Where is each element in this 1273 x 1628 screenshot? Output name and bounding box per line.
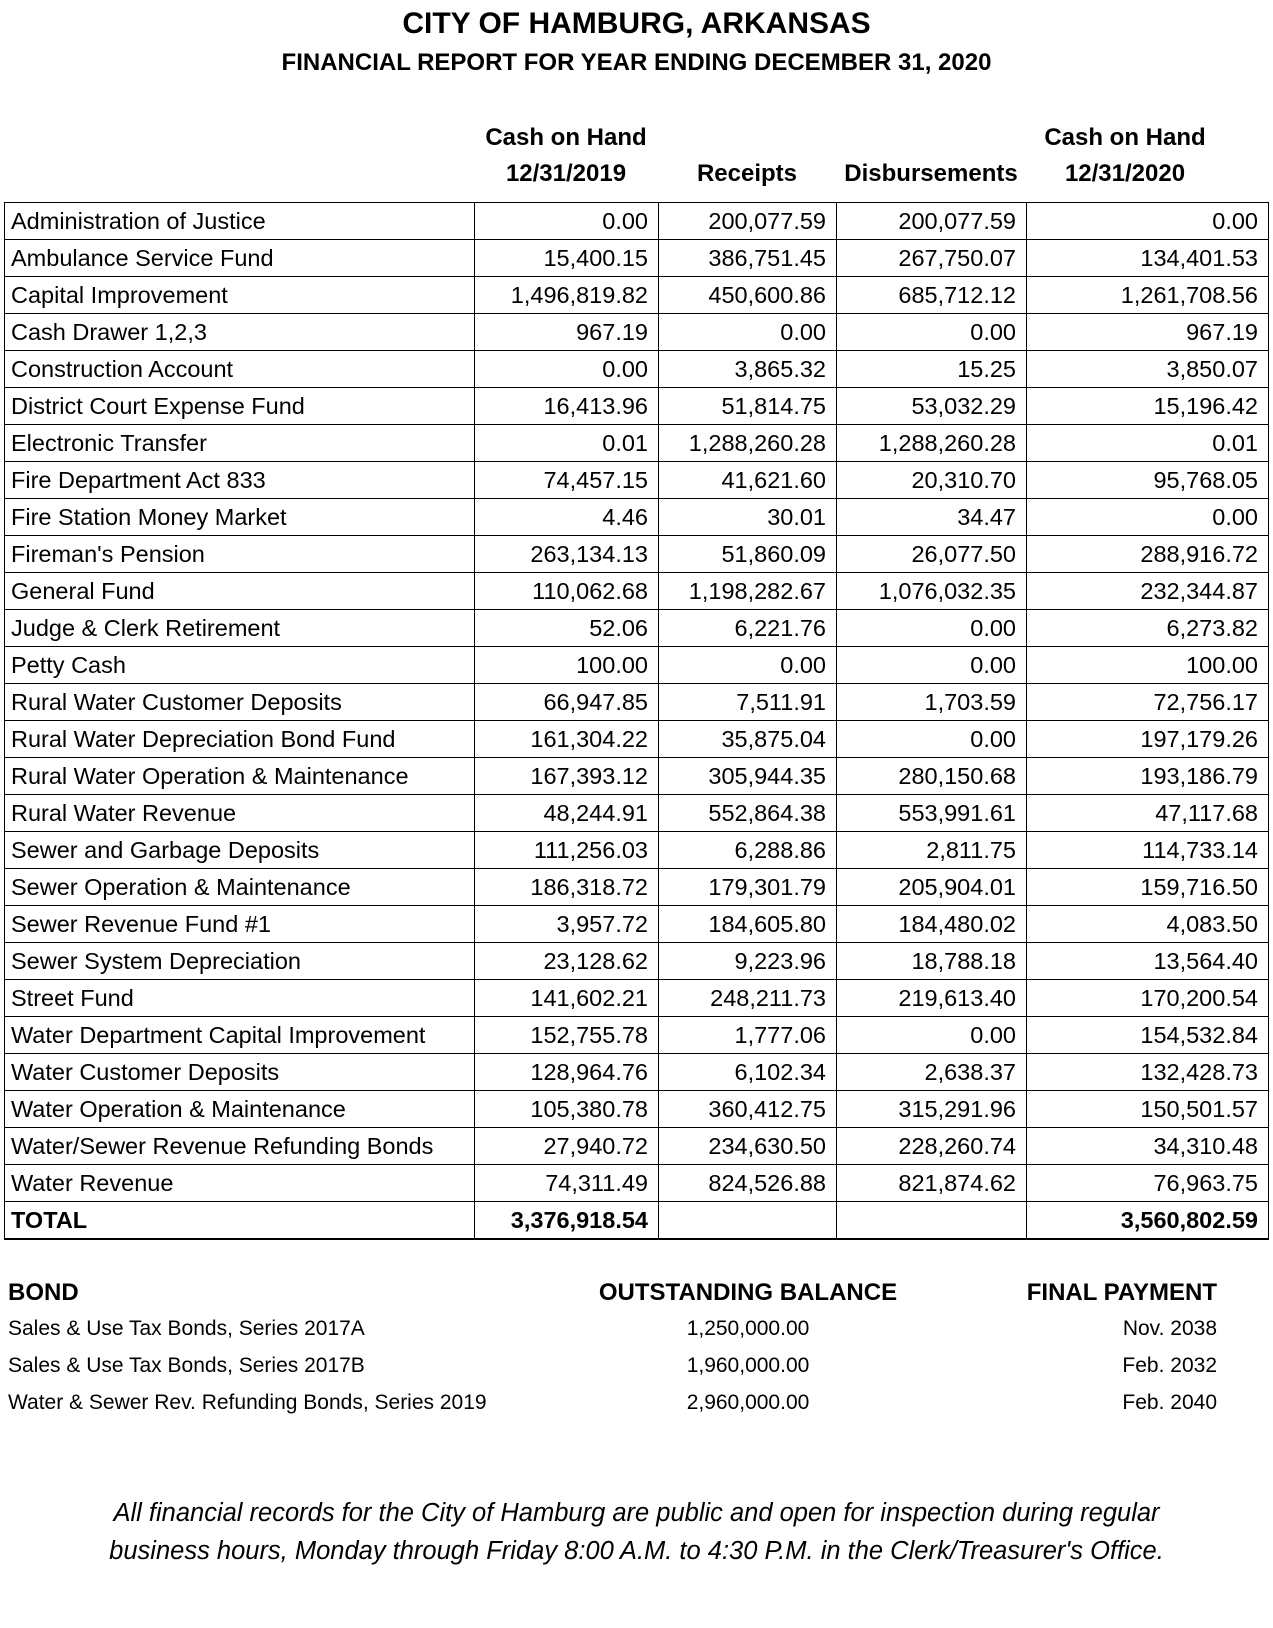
receipts-cell: 450,600.86 xyxy=(659,277,837,314)
cash-2019-cell: 74,457.15 xyxy=(475,462,659,499)
cash-2019-cell: 100.00 xyxy=(475,647,659,684)
column-header-disbursements: Disbursements xyxy=(844,160,1018,187)
receipts-cell: 41,621.60 xyxy=(659,462,837,499)
cash-2020-cell: 150,501.57 xyxy=(1027,1091,1269,1128)
final-payment-column-header: FINAL PAYMENT xyxy=(1026,1279,1217,1306)
cash-2019-cell: 141,602.21 xyxy=(475,980,659,1017)
table-row xyxy=(5,536,1269,573)
receipts-cell: 184,605.80 xyxy=(659,906,837,943)
receipts-cell: 6,102.34 xyxy=(659,1054,837,1091)
disbursements-cell: 0.00 xyxy=(837,647,1027,684)
table-row xyxy=(5,314,1269,351)
fund-name-cell: Sewer Operation & Maintenance xyxy=(5,869,475,906)
fund-name-cell: Street Fund xyxy=(5,980,475,1017)
bond-column-header: BOND xyxy=(8,1279,79,1306)
disbursements-cell: 2,811.75 xyxy=(837,832,1027,869)
bond-balance: 2,960,000.00 xyxy=(686,1391,810,1414)
receipts-cell: 0.00 xyxy=(659,314,837,351)
bond-final-payment: Nov. 2038 xyxy=(1122,1317,1217,1340)
disbursements-cell: 228,260.74 xyxy=(837,1128,1027,1165)
table-row xyxy=(5,1091,1269,1128)
disbursements-cell: 26,077.50 xyxy=(837,536,1027,573)
cash-2019-cell: 111,256.03 xyxy=(475,832,659,869)
financial-table xyxy=(4,202,1269,1240)
table-row xyxy=(5,277,1269,314)
cash-2019-cell: 1,496,819.82 xyxy=(475,277,659,314)
fund-name-cell: Electronic Transfer xyxy=(5,425,475,462)
bond-final-payment: Feb. 2032 xyxy=(1122,1354,1217,1377)
total-cash-2020-cell: 3,560,802.59 xyxy=(1027,1202,1269,1240)
disbursements-cell: 219,613.40 xyxy=(837,980,1027,1017)
table-row xyxy=(5,980,1269,1017)
cash-2020-cell: 193,186.79 xyxy=(1027,758,1269,795)
disbursements-cell: 15.25 xyxy=(837,351,1027,388)
receipts-cell: 248,211.73 xyxy=(659,980,837,1017)
fund-name-cell: Rural Water Customer Deposits xyxy=(5,684,475,721)
disbursements-cell: 0.00 xyxy=(837,1017,1027,1054)
disbursements-cell: 53,032.29 xyxy=(837,388,1027,425)
financial-table-body xyxy=(5,203,1269,1240)
receipts-cell: 6,288.86 xyxy=(659,832,837,869)
cash-2019-cell: 4.46 xyxy=(475,499,659,536)
fund-name-cell: Rural Water Operation & Maintenance xyxy=(5,758,475,795)
disbursements-cell: 315,291.96 xyxy=(837,1091,1027,1128)
fund-name-cell: General Fund xyxy=(5,573,475,610)
cash-2020-cell: 154,532.84 xyxy=(1027,1017,1269,1054)
cash-2019-cell: 27,940.72 xyxy=(475,1128,659,1165)
receipts-cell: 200,077.59 xyxy=(659,203,837,240)
column-header-cash-2020-line1: Cash on Hand xyxy=(1044,124,1206,151)
fund-name-cell: Water Operation & Maintenance xyxy=(5,1091,475,1128)
fund-name-cell: Fire Department Act 833 xyxy=(5,462,475,499)
disbursements-cell: 280,150.68 xyxy=(837,758,1027,795)
cash-2019-cell: 110,062.68 xyxy=(475,573,659,610)
fund-name-cell: Judge & Clerk Retirement xyxy=(5,610,475,647)
table-row xyxy=(5,1165,1269,1202)
table-row xyxy=(5,610,1269,647)
cash-2020-cell: 15,196.42 xyxy=(1027,388,1269,425)
cash-2019-cell: 15,400.15 xyxy=(475,240,659,277)
cash-2019-cell: 167,393.12 xyxy=(475,758,659,795)
receipts-cell: 1,198,282.67 xyxy=(659,573,837,610)
cash-2019-cell: 48,244.91 xyxy=(475,795,659,832)
disbursements-cell: 2,638.37 xyxy=(837,1054,1027,1091)
fund-name-cell: Petty Cash xyxy=(5,647,475,684)
fund-name-cell: Water Revenue xyxy=(5,1165,475,1202)
fund-name-cell: Fire Station Money Market xyxy=(5,499,475,536)
cash-2019-cell: 16,413.96 xyxy=(475,388,659,425)
fund-name-cell: Cash Drawer 1,2,3 xyxy=(5,314,475,351)
fund-name-cell: Rural Water Depreciation Bond Fund xyxy=(5,721,475,758)
table-row xyxy=(5,499,1269,536)
cash-2019-cell: 0.00 xyxy=(475,203,659,240)
table-row xyxy=(5,647,1269,684)
disbursements-cell: 685,712.12 xyxy=(837,277,1027,314)
table-row xyxy=(5,943,1269,980)
total-receipts-cell xyxy=(659,1202,837,1240)
cash-2019-cell: 128,964.76 xyxy=(475,1054,659,1091)
report-title: CITY OF HAMBURG, ARKANSAS xyxy=(402,7,871,40)
fund-name-cell: District Court Expense Fund xyxy=(5,388,475,425)
table-row xyxy=(5,203,1269,240)
table-row xyxy=(5,388,1269,425)
bond-name: Sales & Use Tax Bonds, Series 2017B xyxy=(8,1354,365,1377)
fund-name-cell: Capital Improvement xyxy=(5,277,475,314)
cash-2020-cell: 3,850.07 xyxy=(1027,351,1269,388)
fund-name-cell: Sewer and Garbage Deposits xyxy=(5,832,475,869)
receipts-cell: 824,526.88 xyxy=(659,1165,837,1202)
cash-2020-cell: 170,200.54 xyxy=(1027,980,1269,1017)
disbursements-cell: 267,750.07 xyxy=(837,240,1027,277)
receipts-cell: 552,864.38 xyxy=(659,795,837,832)
receipts-cell: 1,777.06 xyxy=(659,1017,837,1054)
table-row xyxy=(5,1128,1269,1165)
cash-2019-cell: 161,304.22 xyxy=(475,721,659,758)
disbursements-cell: 821,874.62 xyxy=(837,1165,1027,1202)
cash-2020-cell: 6,273.82 xyxy=(1027,610,1269,647)
receipts-cell: 6,221.76 xyxy=(659,610,837,647)
cash-2019-cell: 3,957.72 xyxy=(475,906,659,943)
fund-name-cell: Administration of Justice xyxy=(5,203,475,240)
cash-2019-cell: 967.19 xyxy=(475,314,659,351)
receipts-cell: 7,511.91 xyxy=(659,684,837,721)
total-disbursements-cell xyxy=(837,1202,1027,1240)
column-header-cash-2019-line2: 12/31/2019 xyxy=(505,160,627,187)
bond-row xyxy=(0,1311,1273,1347)
cash-2019-cell: 0.01 xyxy=(475,425,659,462)
column-header-receipts: Receipts xyxy=(696,160,798,187)
total-row xyxy=(5,1202,1269,1240)
footnote-line-2: business hours, Monday through Friday 8:00 A.M. to 4:30 P.M. in the Clerk/Treasurer's Office. xyxy=(109,1537,1164,1565)
cash-2020-cell: 100.00 xyxy=(1027,647,1269,684)
table-row xyxy=(5,721,1269,758)
table-row xyxy=(5,869,1269,906)
cash-2020-cell: 967.19 xyxy=(1027,314,1269,351)
receipts-cell: 386,751.45 xyxy=(659,240,837,277)
disbursements-cell: 1,288,260.28 xyxy=(837,425,1027,462)
fund-name-cell: Sewer Revenue Fund #1 xyxy=(5,906,475,943)
cash-2020-cell: 13,564.40 xyxy=(1027,943,1269,980)
bond-final-payment: Feb. 2040 xyxy=(1122,1391,1217,1414)
disbursements-cell: 184,480.02 xyxy=(837,906,1027,943)
fund-name-cell: Water/Sewer Revenue Refunding Bonds xyxy=(5,1128,475,1165)
cash-2020-cell: 0.00 xyxy=(1027,499,1269,536)
outstanding-balance-column-header: OUTSTANDING BALANCE xyxy=(598,1279,898,1306)
receipts-cell: 360,412.75 xyxy=(659,1091,837,1128)
disbursements-cell: 0.00 xyxy=(837,610,1027,647)
receipts-cell: 0.00 xyxy=(659,647,837,684)
receipts-cell: 51,814.75 xyxy=(659,388,837,425)
table-row xyxy=(5,684,1269,721)
cash-2020-cell: 134,401.53 xyxy=(1027,240,1269,277)
fund-name-cell: Rural Water Revenue xyxy=(5,795,475,832)
bond-balance: 1,250,000.00 xyxy=(686,1317,810,1340)
cash-2019-cell: 105,380.78 xyxy=(475,1091,659,1128)
receipts-cell: 35,875.04 xyxy=(659,721,837,758)
cash-2020-cell: 114,733.14 xyxy=(1027,832,1269,869)
total-label: TOTAL xyxy=(5,1202,475,1240)
table-row xyxy=(5,462,1269,499)
disbursements-cell: 0.00 xyxy=(837,721,1027,758)
disbursements-cell: 20,310.70 xyxy=(837,462,1027,499)
receipts-cell: 234,630.50 xyxy=(659,1128,837,1165)
receipts-cell: 3,865.32 xyxy=(659,351,837,388)
cash-2020-cell: 132,428.73 xyxy=(1027,1054,1269,1091)
total-cash-2019-cell: 3,376,918.54 xyxy=(475,1202,659,1240)
cash-2020-cell: 197,179.26 xyxy=(1027,721,1269,758)
table-row xyxy=(5,832,1269,869)
disbursements-cell: 1,703.59 xyxy=(837,684,1027,721)
fund-name-cell: Construction Account xyxy=(5,351,475,388)
cash-2020-cell: 0.00 xyxy=(1027,203,1269,240)
disbursements-cell: 205,904.01 xyxy=(837,869,1027,906)
cash-2020-cell: 47,117.68 xyxy=(1027,795,1269,832)
fund-name-cell: Water Department Capital Improvement xyxy=(5,1017,475,1054)
cash-2019-cell: 52.06 xyxy=(475,610,659,647)
cash-2019-cell: 66,947.85 xyxy=(475,684,659,721)
disbursements-cell: 18,788.18 xyxy=(837,943,1027,980)
cash-2019-cell: 263,134.13 xyxy=(475,536,659,573)
table-row xyxy=(5,351,1269,388)
fund-name-cell: Water Customer Deposits xyxy=(5,1054,475,1091)
cash-2019-cell: 0.00 xyxy=(475,351,659,388)
column-header-cash-2019-line1: Cash on Hand xyxy=(485,124,647,151)
receipts-cell: 51,860.09 xyxy=(659,536,837,573)
fund-name-cell: Fireman's Pension xyxy=(5,536,475,573)
cash-2019-cell: 74,311.49 xyxy=(475,1165,659,1202)
cash-2020-cell: 72,756.17 xyxy=(1027,684,1269,721)
bond-name: Water & Sewer Rev. Refunding Bonds, Series 2019 xyxy=(8,1391,487,1414)
cash-2020-cell: 232,344.87 xyxy=(1027,573,1269,610)
table-row xyxy=(5,1017,1269,1054)
cash-2020-cell: 95,768.05 xyxy=(1027,462,1269,499)
cash-2020-cell: 159,716.50 xyxy=(1027,869,1269,906)
cash-2019-cell: 23,128.62 xyxy=(475,943,659,980)
disbursements-cell: 553,991.61 xyxy=(837,795,1027,832)
footnote xyxy=(0,1494,1273,1570)
receipts-cell: 305,944.35 xyxy=(659,758,837,795)
table-row xyxy=(5,1054,1269,1091)
report-subtitle: FINANCIAL REPORT FOR YEAR ENDING DECEMBER 31, 2020 xyxy=(281,49,992,76)
fund-name-cell: Ambulance Service Fund xyxy=(5,240,475,277)
table-row xyxy=(5,795,1269,832)
cash-2020-cell: 1,261,708.56 xyxy=(1027,277,1269,314)
table-row xyxy=(5,758,1269,795)
bond-balance: 1,960,000.00 xyxy=(686,1354,810,1377)
cash-2020-cell: 4,083.50 xyxy=(1027,906,1269,943)
cash-2020-cell: 288,916.72 xyxy=(1027,536,1269,573)
cash-2020-cell: 76,963.75 xyxy=(1027,1165,1269,1202)
disbursements-cell: 34.47 xyxy=(837,499,1027,536)
bond-row xyxy=(0,1348,1273,1384)
bond-name: Sales & Use Tax Bonds, Series 2017A xyxy=(8,1317,365,1340)
footnote-line-1: All financial records for the City of Hamburg are public and open for inspection during regular xyxy=(113,1499,1160,1527)
receipts-cell: 1,288,260.28 xyxy=(659,425,837,462)
table-row xyxy=(5,240,1269,277)
receipts-cell: 179,301.79 xyxy=(659,869,837,906)
table-row xyxy=(5,573,1269,610)
cash-2020-cell: 34,310.48 xyxy=(1027,1128,1269,1165)
bond-row xyxy=(0,1385,1273,1421)
disbursements-cell: 200,077.59 xyxy=(837,203,1027,240)
receipts-cell: 9,223.96 xyxy=(659,943,837,980)
cash-2020-cell: 0.01 xyxy=(1027,425,1269,462)
fund-name-cell: Sewer System Depreciation xyxy=(5,943,475,980)
table-row xyxy=(5,425,1269,462)
cash-2019-cell: 152,755.78 xyxy=(475,1017,659,1054)
column-header-cash-2020-line2: 12/31/2020 xyxy=(1064,160,1186,187)
receipts-cell: 30.01 xyxy=(659,499,837,536)
cash-2019-cell: 186,318.72 xyxy=(475,869,659,906)
disbursements-cell: 1,076,032.35 xyxy=(837,573,1027,610)
disbursements-cell: 0.00 xyxy=(837,314,1027,351)
table-row xyxy=(5,906,1269,943)
